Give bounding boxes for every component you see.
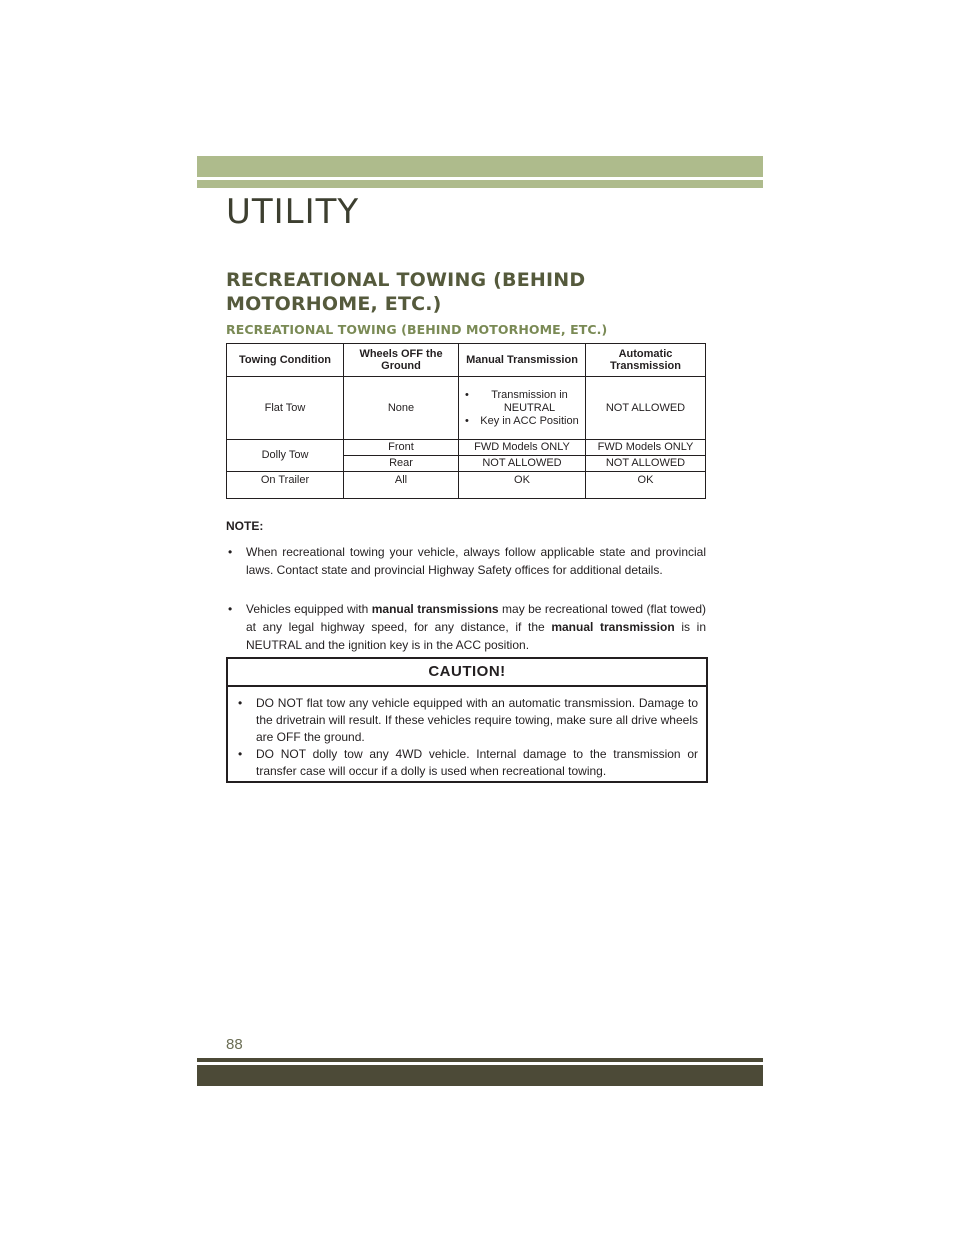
header-band <box>197 156 763 177</box>
caution-bullet: • DO NOT flat tow any vehicle equipped with an automatic transmission. Damage to the drivetrain will result. If these vehicles require towing, make sure all drive wheels are OFF the ground. <box>236 695 698 746</box>
cell-wheels-dolly-rear: Rear <box>344 456 459 472</box>
header-band-stripe <box>197 180 763 188</box>
cell-wheels-dolly-front: Front <box>344 440 459 456</box>
caution-heading: CAUTION! <box>228 659 706 687</box>
cell-condition-flat: Flat Tow <box>227 377 344 440</box>
caution-box <box>226 657 708 783</box>
footer-band <box>197 1065 763 1086</box>
note-bullet-2 <box>226 600 706 654</box>
page-title: RECREATIONAL TOWING (BEHIND MOTORHOME, ETC.) <box>226 269 586 315</box>
header-towing-condition: Towing Condition <box>227 344 344 377</box>
cell-automatic-dolly-front: FWD Models ONLY <box>586 440 706 456</box>
header-manual-transmission: Manual Transmission <box>459 344 586 377</box>
cell-automatic-trailer: OK <box>586 472 706 499</box>
cell-wheels-trailer: All <box>344 472 459 499</box>
cell-condition-dolly: Dolly Tow <box>227 440 344 472</box>
note-bullet-1 <box>226 543 706 579</box>
table-row <box>227 377 706 440</box>
footer-band-stripe <box>197 1058 763 1062</box>
cell-wheels-flat: None <box>344 377 459 440</box>
table-row <box>227 472 706 499</box>
caution-bullet: • DO NOT dolly tow any 4WD vehicle. Internal damage to the transmission or transfer case will occur if a dolly is used when recreational towing. <box>236 746 698 780</box>
table-title: RECREATIONAL TOWING (BEHIND MOTORHOME, ETC.) <box>226 322 608 337</box>
bold-term: manual transmission <box>551 620 675 634</box>
list-item: • Transmission in NEUTRAL <box>465 389 582 415</box>
table-row <box>227 440 706 456</box>
cell-condition-trailer: On Trailer <box>227 472 344 499</box>
cell-manual-dolly-rear: NOT ALLOWED <box>459 456 586 472</box>
cell-manual-flat <box>459 377 586 440</box>
note-bullet-text: • When recreational towing your vehicle, always follow applicable state and provincial laws. Contact state and provincial Highway Safety offices for additional details. <box>226 543 706 579</box>
cell-manual-trailer: OK <box>459 472 586 499</box>
header-automatic-transmission: Automatic Transmission <box>586 344 706 377</box>
towing-table <box>226 343 706 499</box>
bold-term: manual transmissions <box>371 602 499 616</box>
list-item: • Key in ACC Position <box>465 415 582 428</box>
note-bullet-text: • Vehicles equipped with manual transmissions may be recreational towed (flat towed) at any legal highway speed, for any distance, if the manual transmission is in NEUTRAL and the ignition key is in the ACC position. <box>226 600 706 654</box>
section-label: UTILITY <box>226 192 360 232</box>
table-header-row <box>227 344 706 377</box>
caution-body <box>228 687 706 780</box>
cell-manual-dolly-front: FWD Models ONLY <box>459 440 586 456</box>
cell-automatic-dolly-rear: NOT ALLOWED <box>586 456 706 472</box>
header-wheels-off-ground: Wheels OFF the Ground <box>344 344 459 377</box>
page-number: 88 <box>226 1036 243 1053</box>
cell-automatic-flat: NOT ALLOWED <box>586 377 706 440</box>
note-heading: NOTE: <box>226 519 264 533</box>
